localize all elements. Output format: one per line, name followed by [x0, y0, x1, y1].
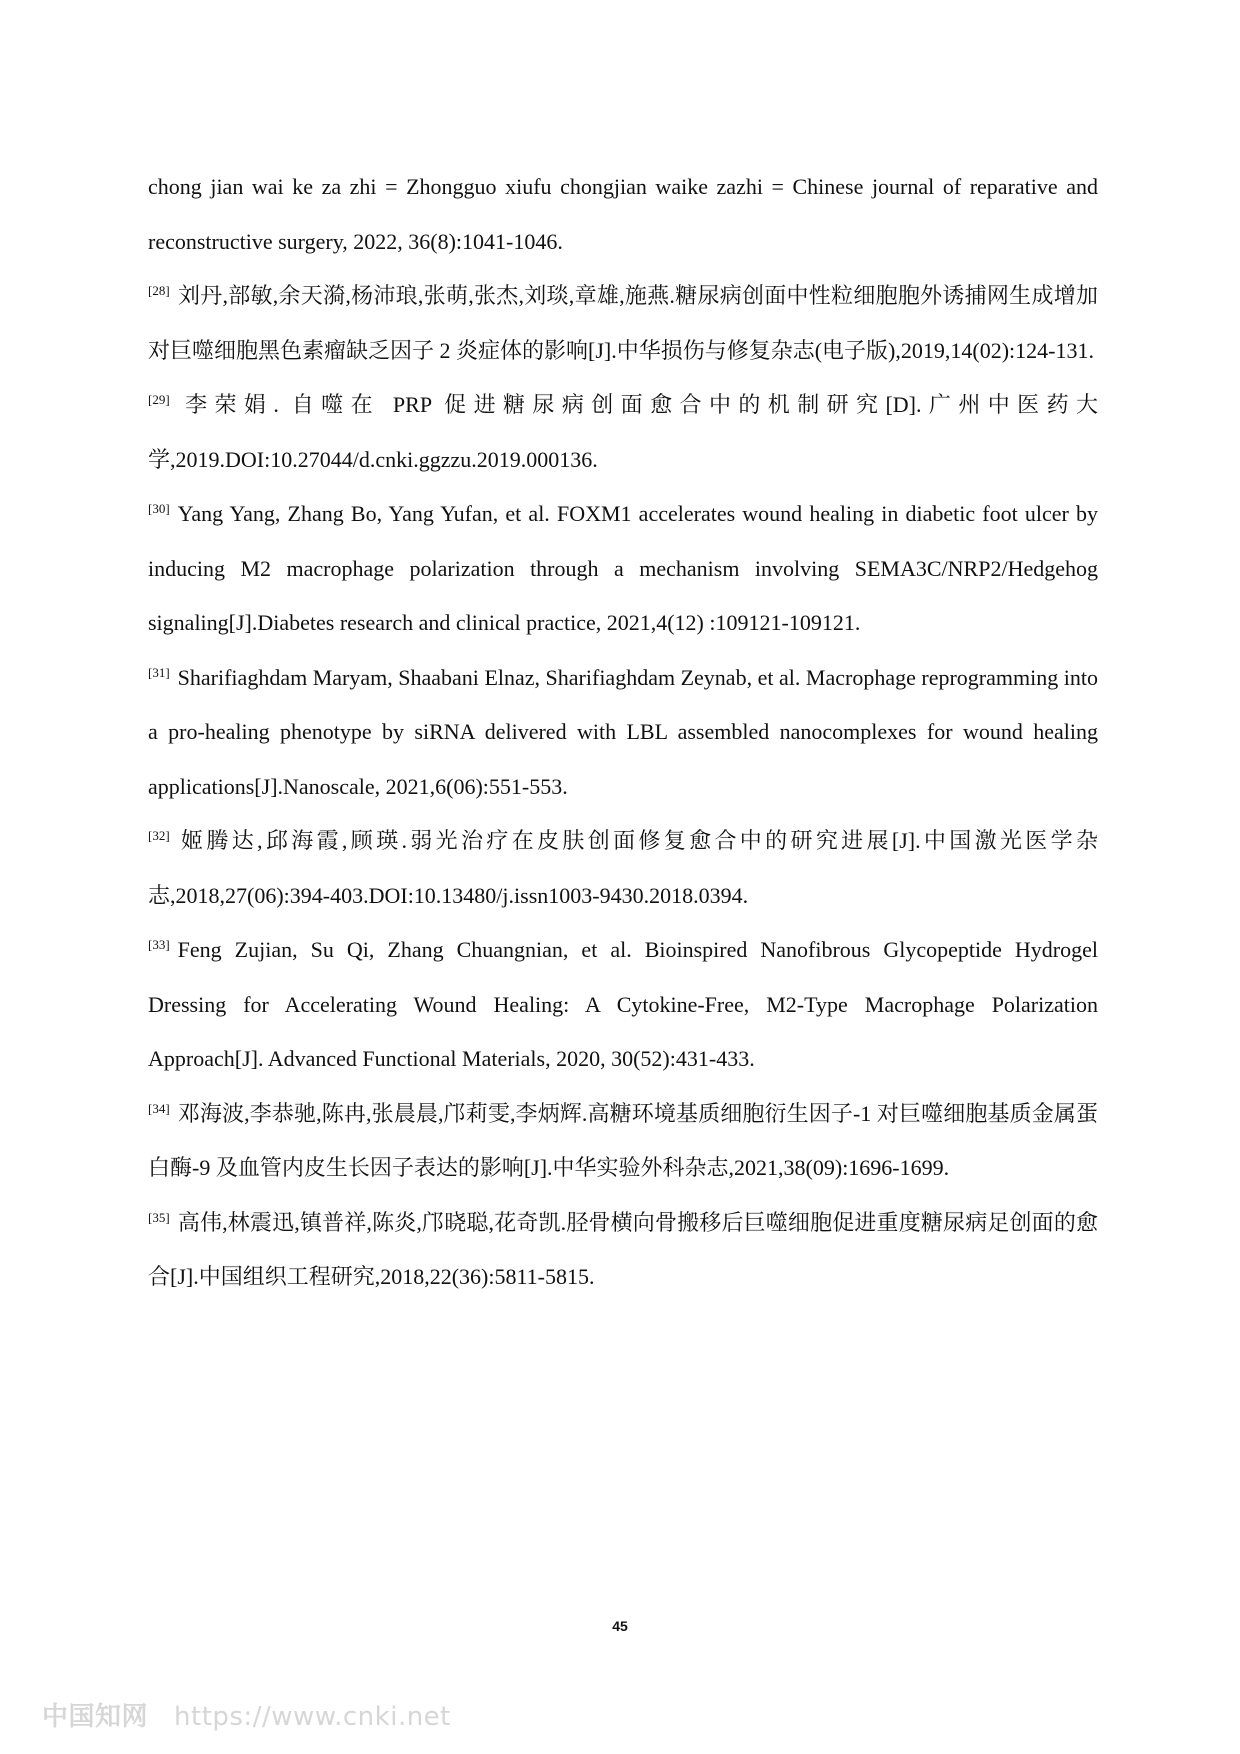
reference-text: 高伟,林震迅,镇普祥,陈炎,邝晓聪,花奇凯.胫骨横向骨搬移后巨噬细胞促进重度糖尿病足创面的愈合[J].中国组织工程研究,2018,22(36):5811-5815. — [148, 1209, 1098, 1289]
reference-text: Sharifiaghdam Maryam, Shaabani Elnaz, Sharifiaghdam Zeynab, et al. Macrophage reprogramming into a pro-healing phenotype by siRNA delivered with LBL assembled nanocomplexes for wound healing applications[J].Nanoscale, 2021,6(06):551-553. — [148, 664, 1098, 799]
reference-number: [34] — [148, 1100, 170, 1116]
page-number: 45 — [612, 1618, 628, 1634]
reference-item — [148, 814, 1098, 923]
reference-number: [35] — [148, 1209, 170, 1225]
reference-number: [32] — [148, 828, 170, 843]
reference-number: [33] — [148, 937, 170, 952]
reference-number: [30] — [148, 501, 170, 516]
reference-text: 邓海波,李恭驰,陈冉,张晨晨,邝莉雯,李炳辉.高糖环境基质细胞衍生因子-1 对巨噬细胞基质金属蛋白酶-9 及血管内皮生长因子表达的影响[J].中华实验外科杂志,2021,38(09):1696-1699. — [148, 1100, 1098, 1180]
watermark-logo-text: 中国知网 — [42, 1702, 149, 1732]
reference-text: 刘丹,部敏,余天漪,杨沛琅,张萌,张杰,刘琰,章雄,施燕.糖尿病创面中性粒细胞胞外诱捕网生成增加对巨噬细胞黑色素瘤缺乏因子 2 炎症体的影响[J].中华损伤与修复杂志(电子版),2019,14(02):124-131. — [148, 283, 1098, 363]
reference-number: [29] — [148, 392, 170, 407]
reference-text: Feng Zujian, Su Qi, Zhang Chuangnian, et al. Bioinspired Nanofibrous Glycopeptide Hydrogel Dressing for Accelerating Wound Healing: A Cytokine‐Free, M2‐Type Macrophage Polarization Approach[J]. Advanced Functional Materials, 2020, 30(52):431-433. — [148, 937, 1098, 1071]
reference-item — [148, 651, 1098, 815]
reference-item — [148, 1087, 1098, 1196]
reference-text: 姬腾达,邱海霞,顾瑛.弱光治疗在皮肤创面修复愈合中的研究进展[J].中国激光医学杂志,2018,27(06):394-403.DOI:10.13480/j.issn1003-9430.2018.0394. — [148, 828, 1098, 908]
cnki-watermark — [42, 1696, 451, 1733]
reference-list — [148, 160, 1098, 1305]
reference-number: [31] — [148, 664, 170, 680]
reference-continuation: chong jian wai ke za zhi = Zhongguo xiufu chongjian waike zazhi = Chinese journal of reparative and reconstructive surgery, 2022, 36(8):1041-1046. — [148, 174, 1098, 254]
reference-item — [148, 1196, 1098, 1305]
reference-number: [28] — [148, 283, 170, 298]
reference-item — [148, 487, 1098, 651]
reference-text: Yang Yang, Zhang Bo, Yang Yufan, et al. FOXM1 accelerates wound healing in diabetic foot ulcer by inducing M2 macrophage polarization through a mechanism involving SEMA3C/NRP2/Hedgehog signaling[J].Diabetes research and clinical practice, 2021,4(12) :109121-109121. — [148, 501, 1098, 635]
reference-item — [148, 923, 1098, 1087]
reference-item — [148, 269, 1098, 378]
watermark-url: https://www.cnki.net — [174, 1702, 451, 1732]
reference-item — [148, 378, 1098, 487]
reference-text: 李荣娟. 自噬在 PRP 促进糖尿病创面愈合中的机制研究[D].广州中医药大学,2019.DOI:10.27044/d.cnki.ggzzu.2019.000136. — [148, 392, 1098, 472]
